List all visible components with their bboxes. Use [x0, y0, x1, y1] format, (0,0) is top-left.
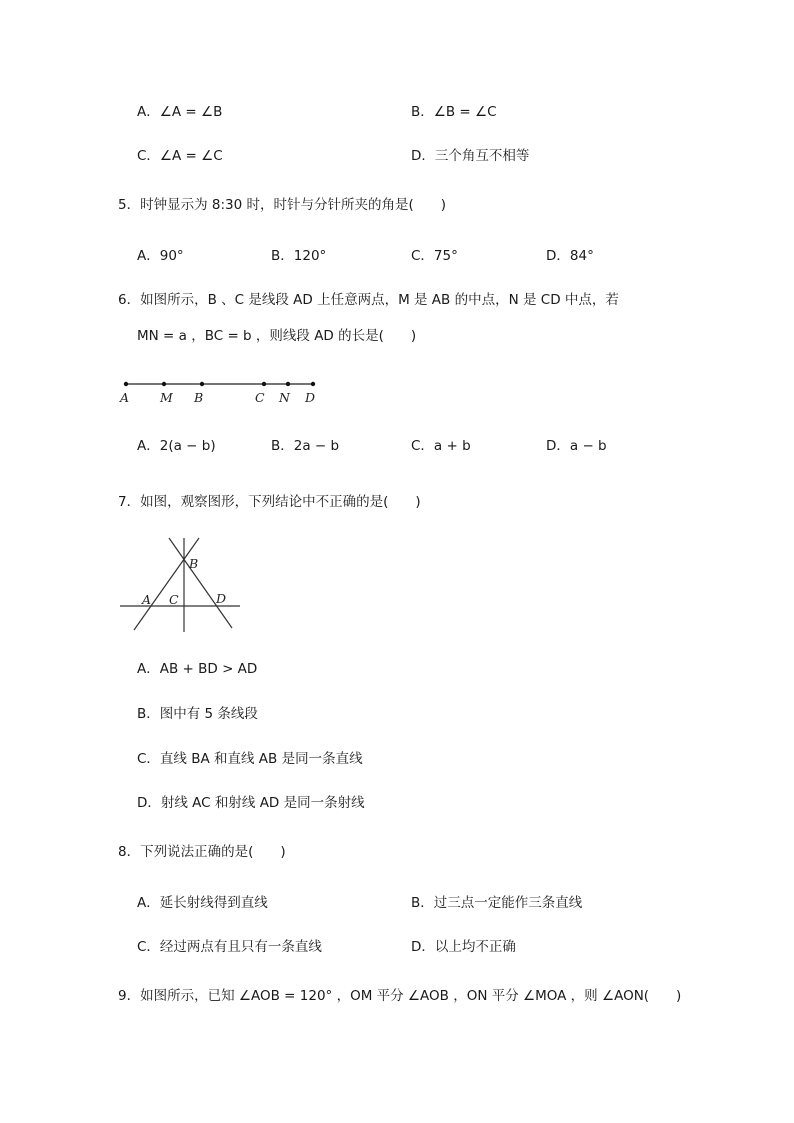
q7-label-a: A [142, 592, 152, 607]
q7-label-b: B [189, 556, 199, 571]
q5-option-c: C．75° [411, 248, 458, 264]
q7-option-c: C．直线 BA 和直线 AB 是同一条直线 [137, 751, 363, 767]
q8-option-a: A．延长射线得到直线 [137, 895, 268, 911]
q5-option-a: A．90° [137, 248, 184, 264]
q6-stem-line2: MN = a ，BC = b ，则线段 AD 的长是( ) [137, 328, 417, 344]
q7-option-a: A．AB + BD > AD [137, 661, 258, 677]
q6-label-d: D [305, 390, 316, 405]
q9-stem: 9．如图所示，已知 ∠AOB = 120° ，OM 平分 ∠AOB ，ON 平分 ∠MOA ，则 ∠AON( ) [118, 988, 682, 1004]
q8-option-b: B．过三点一定能作三条直线 [411, 895, 583, 911]
q7-option-d: D．射线 AC 和射线 AD 是同一条射线 [137, 795, 365, 811]
q7-option-b: B．图中有 5 条线段 [137, 706, 258, 722]
q8-stem: 8．下列说法正确的是( ) [118, 844, 286, 860]
q7-label-c: C [169, 592, 179, 607]
q8-option-c: C．经过两点有且只有一条直线 [137, 939, 322, 955]
q7-label-d: D [216, 591, 227, 606]
q6-option-a: A．2(a − b) [137, 438, 216, 454]
q5-option-b: B．120° [271, 248, 327, 264]
q6-option-d: D．a − b [546, 438, 607, 454]
q6-option-b: B．2a − b [271, 438, 340, 454]
q4-option-b: B．∠B = ∠C [411, 104, 497, 120]
q6-label-b: B [194, 390, 204, 405]
q6-stem-line1: 6．如图所示，B 、C 是线段 AD 上任意两点，M 是 AB 的中点，N 是 CD 中点，若 [118, 292, 619, 308]
q6-label-m: M [160, 390, 173, 405]
q7-stem: 7．如图，观察图形，下列结论中不正确的是( ) [118, 494, 421, 510]
q6-option-c: C．a + b [411, 438, 471, 454]
q5-option-d: D．84° [546, 248, 594, 264]
q6-segment-figure [110, 372, 330, 408]
q4-option-c: C．∠A = ∠C [137, 148, 223, 164]
q6-label-a: A [120, 390, 130, 405]
q4-option-a: A．∠A = ∠B [137, 104, 223, 120]
q4-option-d: D．三个角互不相等 [411, 148, 530, 164]
q8-option-d: D．以上均不正确 [411, 939, 516, 955]
q6-label-n: N [279, 390, 290, 405]
q5-stem: 5．时钟显示为 8:30 时，时针与分针所夹的角是( ) [118, 197, 447, 213]
q7-lines-figure [112, 532, 252, 640]
q6-label-c: C [255, 390, 265, 405]
